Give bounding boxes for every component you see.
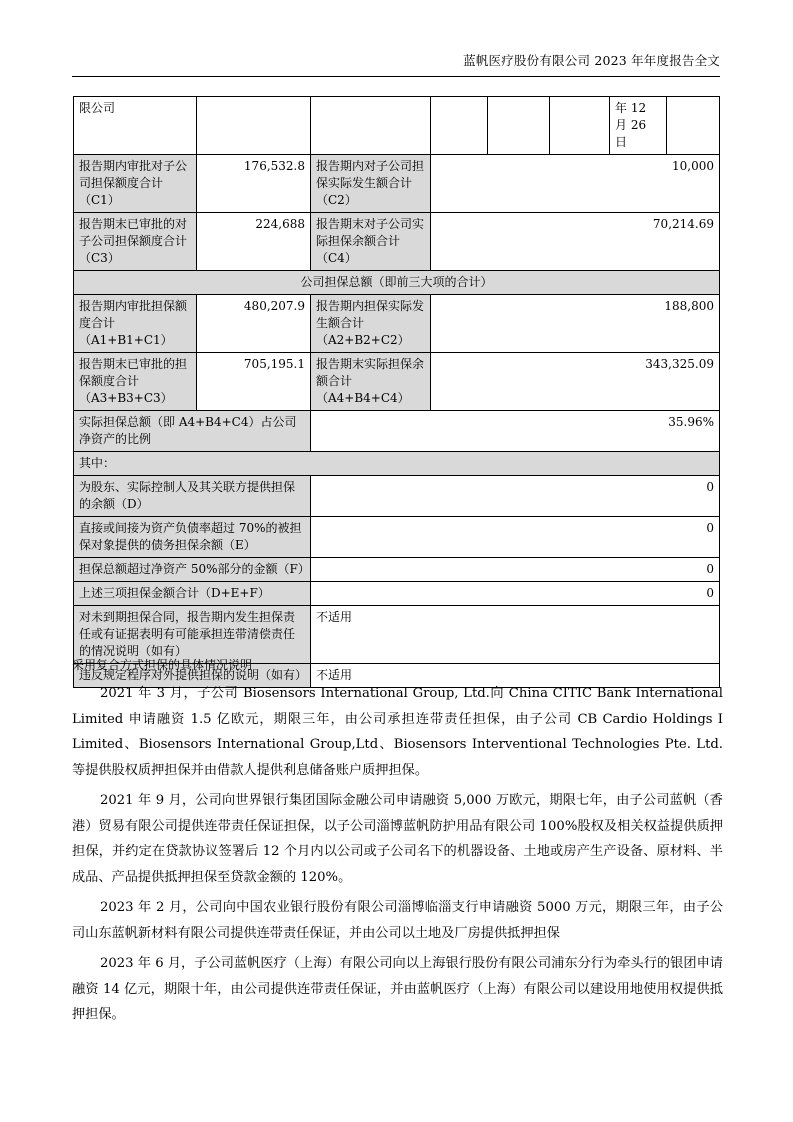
cell-section-title: 公司担保总额（即前三大项的合计）: [74, 271, 720, 295]
cell-value-total-actual: 188,800: [431, 295, 720, 353]
body-prose: [72, 655, 723, 1033]
table-row: [74, 97, 720, 155]
cell-label-total-actual: 报告期内担保实际发生额合计（A2+B2+C2）: [311, 295, 431, 353]
cell-label-note-violation: 违反规定程序对外提供担保的说明（如有）: [74, 664, 311, 688]
cell-empty-6: [667, 97, 720, 155]
cell-value-note-liability: 不适用: [311, 606, 720, 664]
cell-value-c1: 176,532.8: [197, 155, 311, 213]
cell-label-c1: 报告期内审批对子公司担保额度合计（C1）: [74, 155, 197, 213]
cell-label-def: 上述三项担保金额合计（D+E+F）: [74, 582, 311, 606]
cell-value-c2: 10,000: [431, 155, 720, 213]
cell-value-end-approved: 705,195.1: [197, 353, 311, 411]
running-header-title: 蓝帆医疗股份有限公司 2023 年年度报告全文: [463, 53, 720, 68]
table-row: [74, 452, 720, 476]
cell-label-e: 直接或间接为资产负债率超过 70%的被担保对象提供的债务担保余额（E）: [74, 517, 311, 558]
cell-label-d: 为股东、实际控制人及其关联方提供担保的余额（D）: [74, 476, 311, 517]
running-header: [72, 52, 720, 70]
paragraph-2: 2021 年 9 月，公司向世界银行集团国际金融公司申请融资 5,000 万欧元，期限七年，由子公司蓝帆（香港）贸易有限公司提供连带责任保证担保，以子公司淄博蓝帆防护用品有限公司 100%股权及相关权益提供质押担保，并约定在贷款协议签署后 12 个月内以公司或子公司名下的机器设备、土地或房产生产设备、原材料、半成品、产品提供抵押担保至贷款金额的 120%。: [72, 793, 723, 885]
cell-value-e: 0: [311, 517, 720, 558]
cell-label-c3: 报告期末已审批的对子公司担保额度合计（C3）: [74, 213, 197, 271]
cell-empty-1: [197, 97, 311, 155]
paragraph-4: 2023 年 6 月，子公司蓝帆医疗（上海）有限公司向以上海银行股份有限公司浦东分行为牵头行的银团申请融资 14 亿元，期限十年，由公司提供连带责任保证，并由蓝帆医疗（上海）有限公司以建设用地使用权提供抵押担保。: [72, 956, 723, 1022]
cell-empty-3: [431, 97, 488, 155]
cell-label-c2: 报告期内对子公司担保实际发生额合计（C2）: [311, 155, 431, 213]
paragraph-1: 2021 年 3 月，子公司 Biosensors International Group, Ltd.向 China CITIC Bank International Limited 申请融资 1.5 亿欧元，期限三年，由公司承担连带责任担保，由子公司 CB Cardio Holdings I Limited、Biosensors International Group,Ltd、Biosensors Interventional Technologies Pte. Ltd.等提供股权质押担保并由借款人提供利息储备账户质押担保。: [72, 686, 723, 778]
cell-label-end-approved: 报告期末已审批的担保额度合计（A3+B3+C3）: [74, 353, 197, 411]
cell-empty-5: [550, 97, 610, 155]
table-row: [74, 558, 720, 582]
cell-value-total-approved: 480,207.9: [197, 295, 311, 353]
cell-empty-4: [488, 97, 550, 155]
cell-label-total-approved: 报告期内审批担保额度合计（A1+B1+C1）: [74, 295, 197, 353]
paragraph-3: 2023 年 2 月，公司向中国农业银行股份有限公司淄博临淄支行申请融资 5000 万元，期限三年，由子公司山东蓝帆新材料有限公司提供连带责任保证，并由公司以土地及厂房提供抵押担保: [72, 900, 723, 941]
cell-value-c3: 224,688: [197, 213, 311, 271]
cell-value-d: 0: [311, 476, 720, 517]
cell-value-f: 0: [311, 558, 720, 582]
cell-label-note-liability: 对未到期担保合同，报告期内发生担保责任或有证据表明有可能承担连带清偿责任的情况说明（如有）: [74, 606, 311, 664]
table-row: [74, 295, 720, 353]
cell-value-end-balance: 343,325.09: [431, 353, 720, 411]
cell-label-ratio: 实际担保总额（即 A4+B4+C4）占公司净资产的比例: [74, 411, 311, 452]
table-row: [74, 517, 720, 558]
cell-among-which: 其中：: [74, 452, 720, 476]
cell-label-end-balance: 报告期末实际担保余额合计（A4+B4+C4）: [311, 353, 431, 411]
cell-value-def: 0: [311, 582, 720, 606]
guarantee-summary-table: [73, 96, 720, 688]
cell-value-ratio: 35.96%: [311, 411, 720, 452]
table-row: [74, 582, 720, 606]
cell-label-f: 担保总额超过净资产 50%部分的金额（F）: [74, 558, 311, 582]
compound-guarantee-caption: 采用复合方式担保的具体情况说明: [72, 658, 253, 672]
cell-value-note-violation: 不适用: [311, 664, 720, 688]
guarantee-table-wrapper: [73, 96, 719, 688]
table-row: [74, 213, 720, 271]
cell-value-c4: 70,214.69: [431, 213, 720, 271]
table-row: [74, 271, 720, 295]
cell-label-c4: 报告期末对子公司实际担保余额合计（C4）: [311, 213, 431, 271]
cell-empty-2: [311, 97, 431, 155]
cell-date-fragment: 年 12 月 26 日: [610, 97, 667, 155]
table-row: [74, 155, 720, 213]
table-row: [74, 353, 720, 411]
cell-label-fragment: 限公司: [74, 97, 197, 155]
table-row: [74, 411, 720, 452]
header-divider: [72, 76, 720, 77]
table-row: [74, 476, 720, 517]
